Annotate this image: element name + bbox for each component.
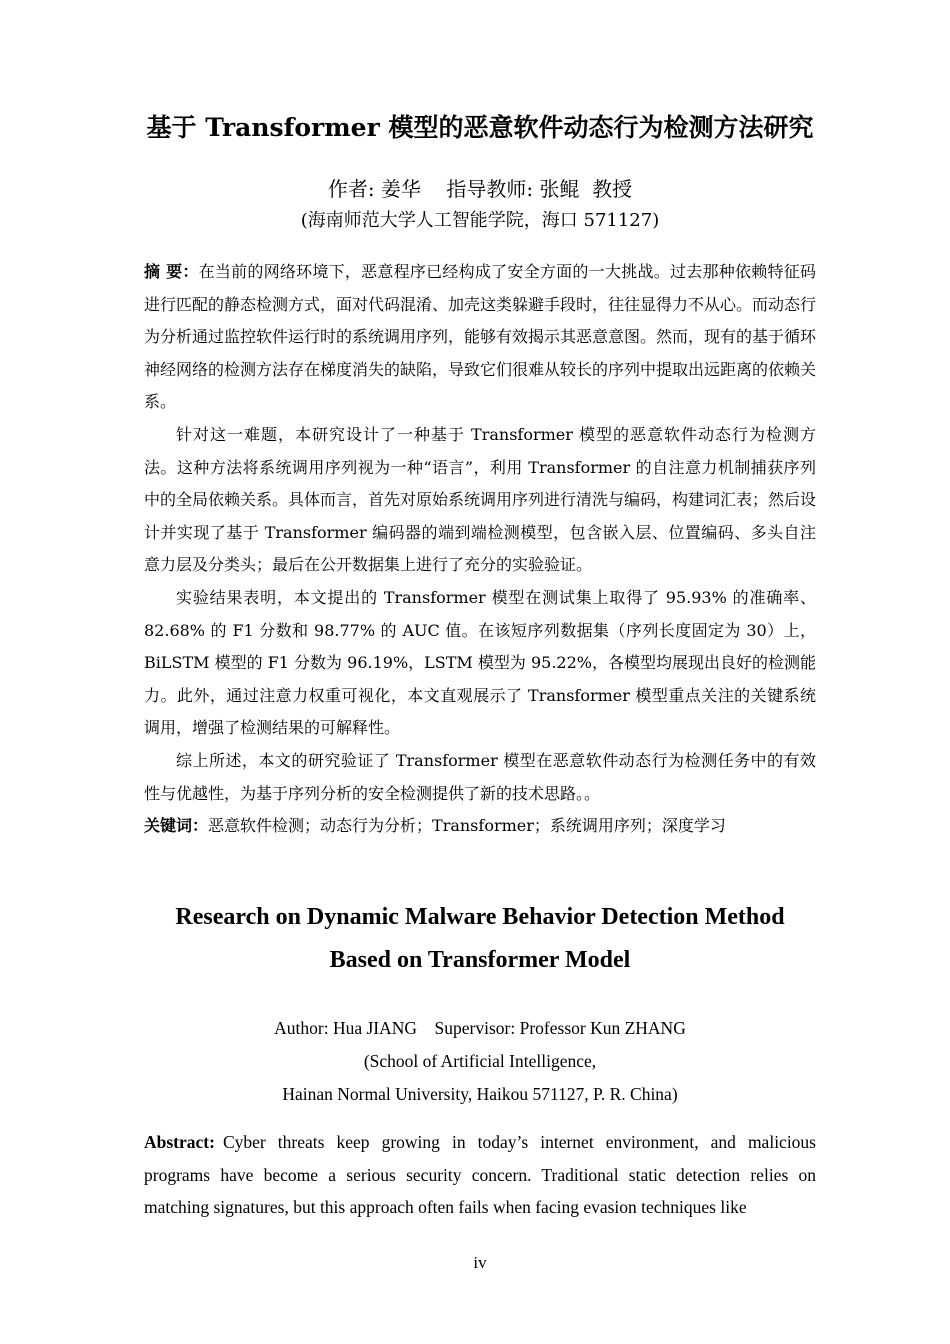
english-title bbox=[144, 896, 816, 982]
english-abstract-label: Abstract: bbox=[144, 1132, 215, 1152]
abstract-paragraph: 实验结果表明，本文提出的 Transformer 模型在测试集上取得了 95.93% 的准确率、82.68% 的 F1 分数和 98.77% 的 AUC 值。在该短序列数据集（序列长度固定为 30）上，BiLSTM 模型的 F1 分数为 96.19%，LSTM 模型为 95.22%，各模型均展现出良好的检测能力。此外，通过注意力权重可视化，本文直观展示了 Transformer 模型重点关注的关键系统调用，增强了检测结果的可解释性。 bbox=[144, 587, 816, 738]
abstract-paragraph: 综上所述，本文的研究验证了 Transformer 模型在恶意软件动态行为检测任务中的有效性与优越性，为基于序列分析的安全检测提供了新的技术思路。。 bbox=[144, 750, 816, 803]
chinese-title: 基于 Transformer 模型的恶意软件动态行为检测方法研究 bbox=[146, 113, 814, 142]
english-author-line: Author: Hua JIANG Supervisor: Professor Kun ZHANG bbox=[274, 1018, 686, 1038]
english-author-block bbox=[144, 1012, 816, 1111]
abstract-label: 摘 要： bbox=[144, 262, 199, 281]
chinese-author-line: 作者: 姜华 指导教师: 张鲲 教授 bbox=[327, 177, 633, 201]
english-affiliation-line: (School of Artificial Intelligence, bbox=[363, 1051, 597, 1071]
english-title-line: Research on Dynamic Malware Behavior Detection Method bbox=[175, 904, 785, 930]
chinese-affiliation: (海南师范大学人工智能学院，海口 571127) bbox=[300, 210, 660, 231]
english-abstract bbox=[144, 1126, 816, 1224]
english-title-line: Based on Transformer Model bbox=[329, 947, 631, 973]
keywords-line bbox=[144, 810, 816, 843]
abstract-paragraph bbox=[144, 256, 816, 419]
english-abstract-text: Cyber threats keep growing in today’s internet environment, and malicious programs have become a serious security concern. Traditional static detection relies on matching signatures, but this approach often fails when facing evasion techniques like bbox=[144, 1132, 816, 1218]
keywords-label: 关键词： bbox=[144, 816, 209, 836]
english-affiliation-line: Hainan Normal University, Haikou 571127, P. R. China) bbox=[282, 1084, 678, 1104]
abstract-paragraph: 针对这一难题，本研究设计了一种基于 Transformer 模型的恶意软件动态行为检测方法。这种方法将系统调用序列视为一种“语言”，利用 Transformer 的自注意力机制捕获序列中的全局依赖关系。具体而言，首先对原始系统调用序列进行清洗与编码，构建词汇表；然后设计并实现了基于 Transformer 编码器的端到端检测模型，包含嵌入层、位置编码、多头自注意力层及分类头；最后在公开数据集上进行了充分的实验验证。 bbox=[144, 424, 817, 575]
page-number: iv bbox=[473, 1253, 487, 1272]
abstract-paragraph-text: 在当前的网络环境下，恶意程序已经构成了安全方面的一大挑战。过去那种依赖特征码进行匹配的静态检测方式，面对代码混淆、加壳这类躲避手段时，往往显得力不从心。而动态行为分析通过监控软件运行时的系统调用序列，能够有效揭示其恶意意图。然而，现有的基于循环神经网络的检测方法存在梯度消失的缺陷，导致它们很难从较长的序列中提取出远距离的依赖关系。 bbox=[144, 262, 817, 412]
keywords-text: 恶意软件检测；动态行为分析；Transformer；系统调用序列；深度学习 bbox=[208, 816, 726, 836]
chinese-abstract bbox=[144, 256, 816, 843]
